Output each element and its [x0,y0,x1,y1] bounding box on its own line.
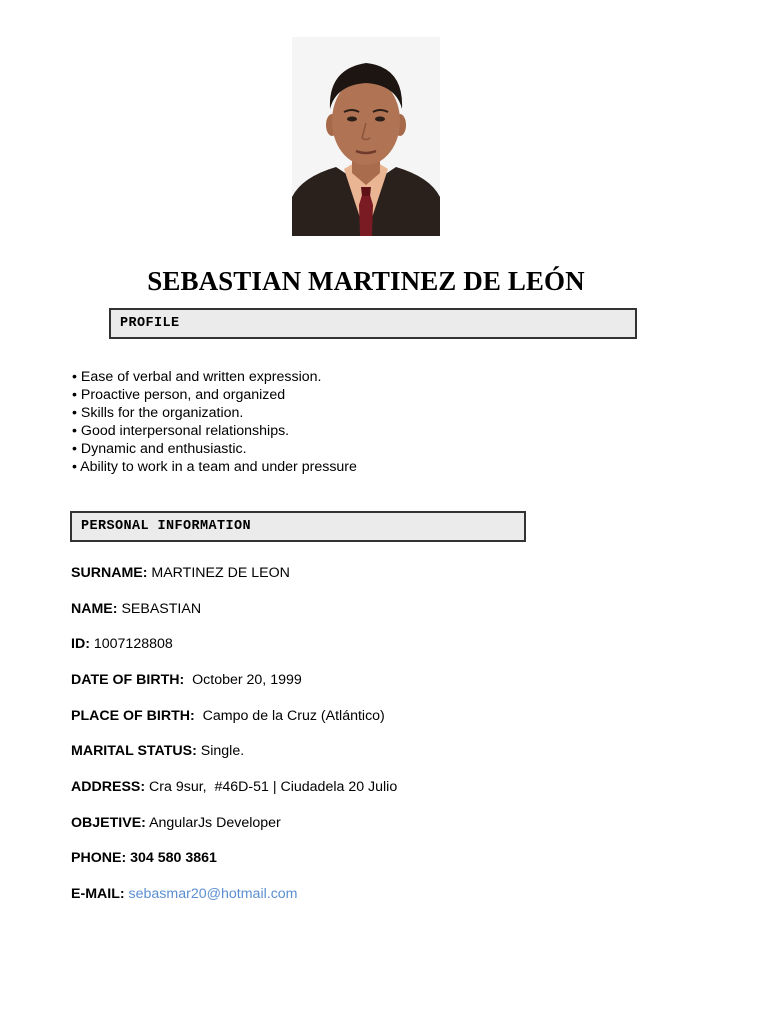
profile-list-item: • Ability to work in a team and under pressure [72,458,357,475]
phone-value: 304 580 3861 [126,850,217,866]
surname-field [71,565,290,581]
name-label: NAME: [71,601,118,617]
profile-list-item: • Dynamic and enthusiastic. [72,440,247,457]
marital-status-field [71,743,244,759]
phone-label: PHONE: [71,850,127,866]
objective-value: AngularJs Developer [145,815,281,831]
personal-info-section-title: PERSONAL INFORMATION [81,519,252,534]
email-label: E-MAIL: [71,886,125,902]
personal-info-section-header [70,511,526,542]
date-of-birth-label: DATE OF BIRTH: [71,672,185,688]
objective-label: OBJETIVE: [71,815,146,831]
profile-photo [292,37,440,236]
profile-list-item: • Good interpersonal relationships. [72,422,290,439]
marital-status-value: Single. [196,743,245,759]
portrait-illustration [292,37,440,236]
objective-field [71,815,281,831]
date-of-birth-field [71,672,302,688]
full-name-heading: SEBASTIAN MARTINEZ DE LEÓN [147,266,585,296]
phone-field [71,850,217,866]
profile-list-item: • Skills for the organization. [72,404,244,421]
id-field [71,636,173,652]
profile-list-item: • Proactive person, and organized [72,386,286,403]
email-link[interactable]: sebasmar20@hotmail.com [124,886,298,902]
profile-section-header [109,308,637,339]
marital-status-label: MARITAL STATUS: [71,743,197,759]
surname-label: SURNAME: [71,565,148,581]
address-label: ADDRESS: [71,779,146,795]
profile-section-title: PROFILE [120,316,180,331]
address-value: Cra 9sur, #46D-51 | Ciudadela 20 Julio [145,779,398,795]
date-of-birth-value: October 20, 1999 [184,672,302,688]
id-value: 1007128808 [89,636,173,652]
address-field [71,779,397,795]
place-of-birth-label: PLACE OF BIRTH: [71,708,195,724]
profile-list [72,369,357,476]
email-field [71,886,298,902]
profile-list-item: • Ease of verbal and written expression. [72,369,322,385]
surname-value: MARTINEZ DE LEON [147,565,290,581]
name-field [71,601,201,617]
name-value: SEBASTIAN [117,601,202,617]
place-of-birth-field [71,708,385,724]
place-of-birth-value: Campo de la Cruz (Atlántico) [194,708,385,724]
id-label: ID: [71,636,90,652]
